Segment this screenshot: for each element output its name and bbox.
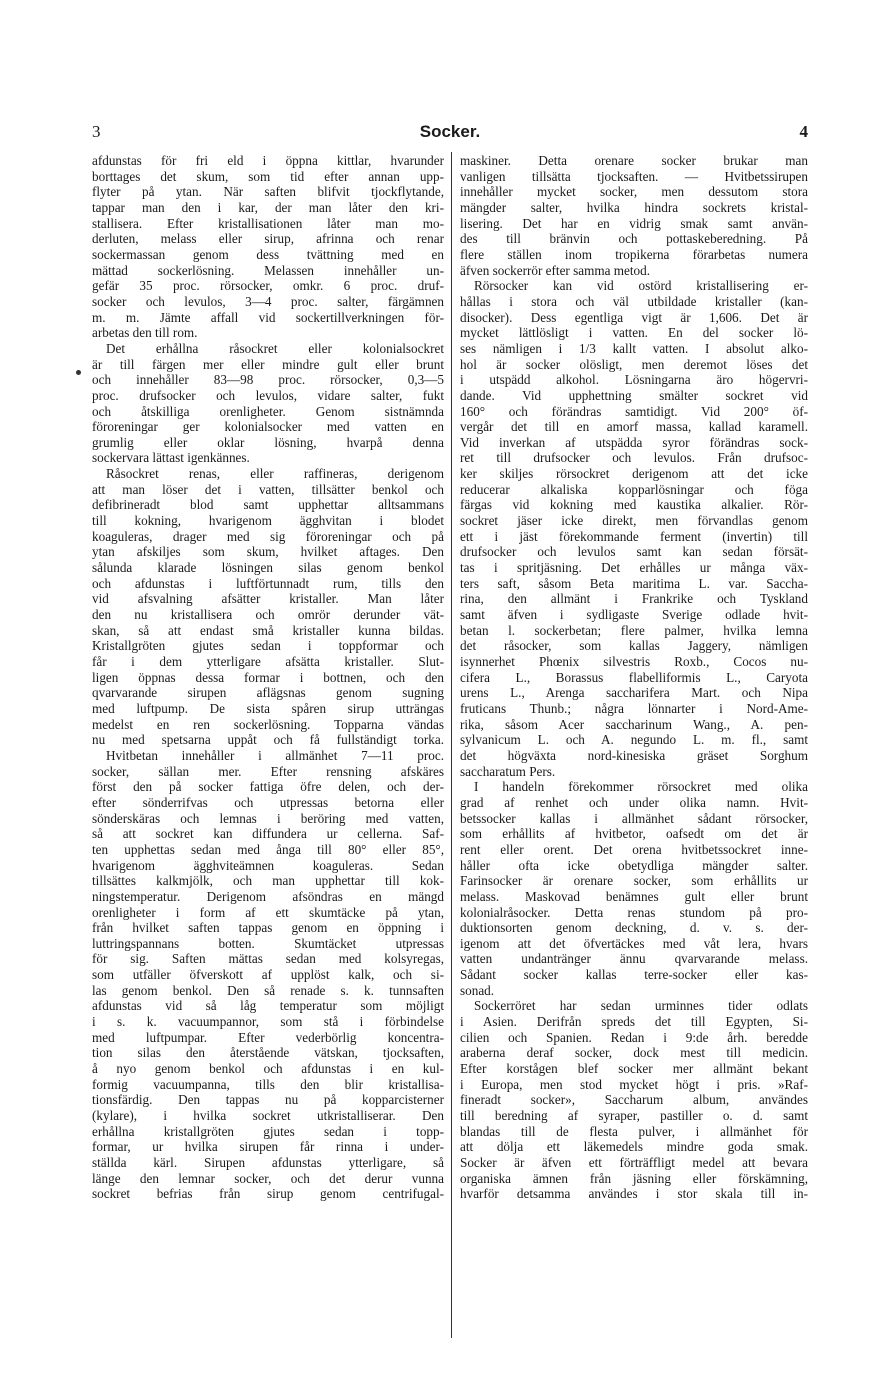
text-line: des till bränvin och pottaskeberedning. På (460, 231, 808, 247)
text-line: Hvitbetan innehåller i allmänhet 7—11 proc. (106, 747, 444, 763)
text-line: betssocker kallas i allmänhet sådant rörsocker, (460, 810, 808, 826)
text-line: defibrineradt blod samt upphettar alltsammans (92, 497, 444, 513)
running-title: Socker. (419, 122, 481, 141)
text-line: lisering. Det har en vidrig smak samt använ- (460, 215, 808, 231)
text-line: med luftpump. De sista spåren sirup utträngas (92, 700, 444, 716)
text-line: Det erhållna råsockret eller kolonialsockret (106, 340, 444, 356)
text-line: m. m. Jämte affall vid sockertillverkningen för- (92, 309, 444, 325)
text-line: arbetas den till rom. (92, 325, 198, 341)
text-line: dande. Vid upphettning smälter sockret vid (460, 387, 808, 403)
text-line: rika, såsom Acer saccharinum Wang., A. pen- (460, 716, 808, 732)
text-line: länge den lemnar socker, och det derur vunna (92, 1170, 444, 1186)
text-line: proc. drufsocker och levulos, vidare salter, fukt (92, 387, 444, 403)
right-column-number: 4 (799, 122, 808, 141)
text-line: drufsocker och levulos samt kan sedan försät- (460, 544, 808, 560)
text-line: socker, sällan mer. Efter rensning afskäres (92, 763, 444, 779)
text-line: borttages det skum, som tid efter annan upp- (92, 168, 444, 184)
text-line: nu med spetsarna uppåt och få fullständigt torka. (92, 732, 444, 748)
text-line: Kristallgröten gjutes sedan i toppformar och (92, 638, 444, 654)
right-text-column (460, 153, 808, 1202)
text-line: rina, den allmänt i Frankrike och Tyskland (460, 591, 808, 607)
text-line: formig vacuumpanna, tills den blir kristallisa- (92, 1076, 444, 1092)
text-line: grumlig eller oklar lösning, hvarpå denna (92, 434, 444, 450)
text-line: från hvilket saften tappas genom en öppning i (92, 920, 444, 936)
text-line: ligen öppnas dessa formar i bottnen, och den (92, 669, 444, 685)
page-header (92, 122, 808, 144)
text-line: ställda kärl. Sirupen afdunstas ytterligare, så (92, 1155, 444, 1170)
text-line: och åtskilliga orenligheter. Genom sistnämnda (92, 403, 444, 419)
text-line: och afdunstas i luftförtunnadt rum, tills den (92, 575, 444, 591)
text-line: Vid inverkan af utspädda syror förändras sock- (460, 434, 808, 450)
column-divider (451, 152, 452, 1338)
text-line: den nu kristallisera och omrör derunder vät- (92, 607, 444, 623)
text-line: ker skiljes rörsockret derigenom att det icke (460, 466, 808, 482)
text-line: tappar man den i kar, der man låter den kri- (92, 199, 444, 215)
text-line: grad af renhet och under olika namn. Hvit- (460, 794, 808, 810)
text-line: qvarvarande sirupen aflägsnas genom sugning (92, 685, 444, 701)
text-line: sonad. (460, 982, 495, 998)
text-line: fruticans Thunb.; några lönnarter i Nord-Ame- (460, 700, 808, 716)
text-line: sockret befrias från sirup genom centrifugal- (92, 1186, 444, 1202)
text-line: vid afsvalning afsätter kristaller. Man låter (92, 591, 444, 607)
text-line: hållas i stora och väl utbildade kristaller (kan- (460, 293, 808, 309)
text-line: medelst en ren sockerlösning. Topparna vändas (92, 716, 444, 732)
text-line: organiska ämnen från jäsning eller förskämning, (460, 1170, 808, 1186)
text-line: ses nämligen i 1/3 kallt vatten. I absolut alko- (460, 340, 808, 356)
text-line: vergår det till en amorf massa, kallad karamell. (460, 419, 808, 435)
left-column-number: 3 (92, 122, 101, 141)
text-line: 160° och förändras samtidigt. Vid 200° öf- (460, 403, 808, 419)
text-line: sönderskäras och lemnas i beröring med vatten, (92, 810, 444, 826)
text-line: det råsocker, som kallas Jaggery, nämligen (460, 638, 808, 654)
text-line: mättad sockerlösning. Melassen innehåller un- (92, 262, 444, 278)
text-line: koaguleras, drager med sig föroreningar och på (92, 528, 444, 544)
text-line: tion silas den återstående vätskan, tjocksaften, (92, 1045, 444, 1061)
text-line: vanligen tillsätta tjocksaften. — Hvitbetssirupen (460, 168, 808, 184)
text-line: i s. k. vacuumpannor, som stå i förbindelse (92, 1014, 444, 1030)
text-line: innehåller mycket socker, men dessutom stora (460, 184, 808, 200)
text-line: färgas vid kokning med kaustika alkalier. Rör- (460, 497, 808, 513)
text-line: samt äfven i sydligaste Sverige odlade hvit- (460, 607, 808, 623)
text-line: hvarför detsamma användes i stor skala till in- (460, 1186, 808, 1202)
left-text-column (92, 153, 444, 1202)
text-line: blandas till de flesta pulver, i allmänhet för (460, 1123, 808, 1139)
margin-mark (76, 370, 81, 375)
text-line: sylvanicum L. och A. negundo L. m. fl., samt (460, 732, 808, 748)
text-line: melass. Maskovad benämnes gult eller brunt (460, 888, 808, 904)
text-line: efter sönderrifvas och utpressas betorna eller (92, 794, 444, 810)
text-line: tas i spritjäsning. Det erhålles ur många väx- (460, 560, 808, 576)
text-line: ett i jäst förekommande ferment (invertin) till (460, 528, 808, 544)
text-line: äfven sockerrör efter samma metod. (460, 262, 651, 278)
text-line: afdunstas vid så låg temperatur som möjligt (92, 998, 444, 1014)
text-line: ret till drufsocker och levulos. Från drufsoc- (460, 450, 808, 466)
text-line: i utspädd alkohol. Lösningarna äro högervri- (460, 372, 808, 388)
text-line: hol är socker olösligt, men deremot löses det (460, 356, 808, 372)
text-line: föroreningar ger kolonialsocker med vatten en (92, 419, 444, 435)
text-line: och innehåller 83—98 proc. rörsocker, 0,3—5 (92, 372, 444, 388)
text-line: får i dem ytterligare afsätta kristaller. Slut- (92, 654, 444, 669)
text-line: å nyo genom benkol och afdunstas i en kul- (92, 1061, 444, 1077)
text-line: saccharatum Pers. (460, 763, 556, 779)
text-line: som utfäller öfverskott af upplöst kalk, och si- (92, 967, 444, 983)
text-line: socker och levulos, 3—4 proc. salter, färgämnen (92, 293, 444, 309)
text-line: Rörsocker kan vid ostörd kristallisering er- (474, 278, 808, 294)
text-line: hvarigenom ägghviteämnen koaguleras. Sedan (92, 857, 444, 873)
text-line: (kylare), i hvilka sockret utkristalliserar. Den (92, 1108, 444, 1124)
text-line: luttringspannans botten. Skumtäcket utpressas (92, 935, 444, 951)
text-line: flere ställen inom tropikerna förarbetas numera (460, 246, 808, 262)
text-line: cilien och Spanien. Redan i 9:de årh. beredde (460, 1029, 808, 1045)
text-line: för sig. Saften mättas sedan med kolsyregas, (92, 951, 444, 967)
text-line: araberna deraf socker, dock mest till medicin. (460, 1045, 808, 1061)
text-line: disocker). Dess egentliga vigt är 1,606. Det är (460, 309, 808, 325)
text-line: Sådant socker kallas terre-socker eller kas- (460, 967, 808, 983)
text-line: rent eller orent. Det orena hvitbetssockret inne- (460, 841, 808, 857)
text-line: igenom att det öfvertäckes med våt lera, hvars (460, 935, 808, 951)
text-line: att man löser det i vatten, tillsätter benkol och (92, 481, 444, 497)
text-line: mängder salter, hvilka hindra sockrets kristal- (460, 199, 808, 215)
text-line: maskiner. Detta orenare socker brukar man (460, 153, 808, 168)
text-line: Efter korstågen blef socker mer allmänt bekant (460, 1061, 808, 1077)
text-line: isynnerhet Phœnix silvestris Roxb., Cocos nu- (460, 654, 808, 669)
text-line: Farinsocker är orenare socker, som erhållits ur (460, 873, 808, 889)
text-line: tillsättes kalkmjölk, och man upphettar till kok- (92, 873, 444, 889)
text-line: det högväxta nord-kinesiska gräset Sorghum (460, 747, 808, 763)
text-line: reducerar alkaliska kopparlösningar och föga (460, 481, 808, 497)
text-line: till kokning, hvarigenom ägghvitan i blodet (92, 513, 444, 529)
text-line: sockret jäser icke direkt, men förvandlas genom (460, 513, 808, 529)
text-line: ters saft, såsom Beta maritima L. var. Saccha- (460, 575, 808, 591)
text-line: tionsfärdig. Den tappas nu på kopparcisterner (92, 1092, 444, 1108)
text-line: i Europa, men stod mycket högt i pris. »Raf- (460, 1076, 808, 1092)
text-line: betan l. sockerbetan; flere palmer, hvilka lemna (460, 622, 808, 638)
text-line: Råsockret renas, eller raffineras, derigenom (106, 466, 444, 482)
text-line: formar, ur hvilka sirupen får rinna i under- (92, 1139, 444, 1155)
text-line: urens L., Arenga saccharifera Mart. och Nipa (460, 685, 808, 701)
text-line: sockervara lättast igenkännes. (92, 450, 250, 466)
text-line: först den på socker fattiga öfre delen, och der- (92, 779, 444, 795)
text-line: orenligheter i form af ett skumtäcke på ytan, (92, 904, 444, 920)
text-line: att dölja ett läkemedels mindre goda smak. (460, 1139, 808, 1155)
text-line: ningstemperatur. Derigenom afsöndras en mängd (92, 888, 444, 904)
text-line: i Asien. Derifrån spreds det till Egypten, Si- (460, 1014, 808, 1030)
text-line: kolonialråsocker. Detta renas stundom på pro- (460, 904, 808, 920)
text-line: gefär 35 proc. rörsocker, omkr. 6 proc. druf- (92, 278, 444, 294)
text-line: så att sockret kan diffundera ur cellerna. Saf- (92, 826, 444, 842)
text-line: I handeln förekommer rörsockret med olika (474, 779, 808, 795)
text-line: afdunstas för fri eld i öppna kittlar, hvarunder (92, 153, 444, 168)
text-line: som erhållits af hvitbetor, oafsedt om det är (460, 826, 808, 842)
text-line: skan, så att endast små kristaller kunna bildas. (92, 622, 444, 638)
text-line: flyter på ytan. När saften blifvit tjockflytande, (92, 184, 444, 200)
text-line: sockermassan genom dess tvättning med en (92, 246, 444, 262)
text-line: håller ofta icke obetydliga mängder salter. (460, 857, 808, 873)
text-line: Sockerröret har sedan urminnes tider odlats (474, 998, 808, 1014)
text-line: fineradt socker», Saccharum album, användes (460, 1092, 808, 1108)
text-line: Socker är äfven ett förträffligt medel att bevara (460, 1155, 808, 1170)
text-line: till beredning af syraper, pastiller o. d. samt (460, 1108, 808, 1124)
text-line: med luftpumpar. Efter vederbörlig koncentra- (92, 1029, 444, 1045)
text-line: vatten undantränger ännu qvarvarande melass. (460, 951, 808, 967)
text-line: mycket lättlösligt i vatten. En del socker lö- (460, 325, 808, 341)
text-line: ten upphettas sedan med ånga till 80° eller 85°, (92, 841, 444, 857)
text-line: sålunda klarade lösningen silas genom benkol (92, 560, 444, 576)
text-line: las genom benkol. Den så renade s. k. tunnsaften (92, 982, 444, 998)
text-line: cifera L., Borassus flabelliformis L., Caryota (460, 669, 808, 685)
text-line: stallisera. Efter kristallisationen låter man mo- (92, 215, 444, 231)
text-line: är till färgen mer eller mindre gult eller brunt (92, 356, 444, 372)
text-line: duktionsorten genom deckning, d. v. s. der- (460, 920, 808, 936)
text-line: erhållna kristallgröten gjutes sedan i topp- (92, 1123, 444, 1139)
text-line: ytan afskiljes som skum, hvilket aftages. Den (92, 544, 444, 560)
text-line: derluten, melass eller sirup, afrinna och renar (92, 231, 444, 247)
